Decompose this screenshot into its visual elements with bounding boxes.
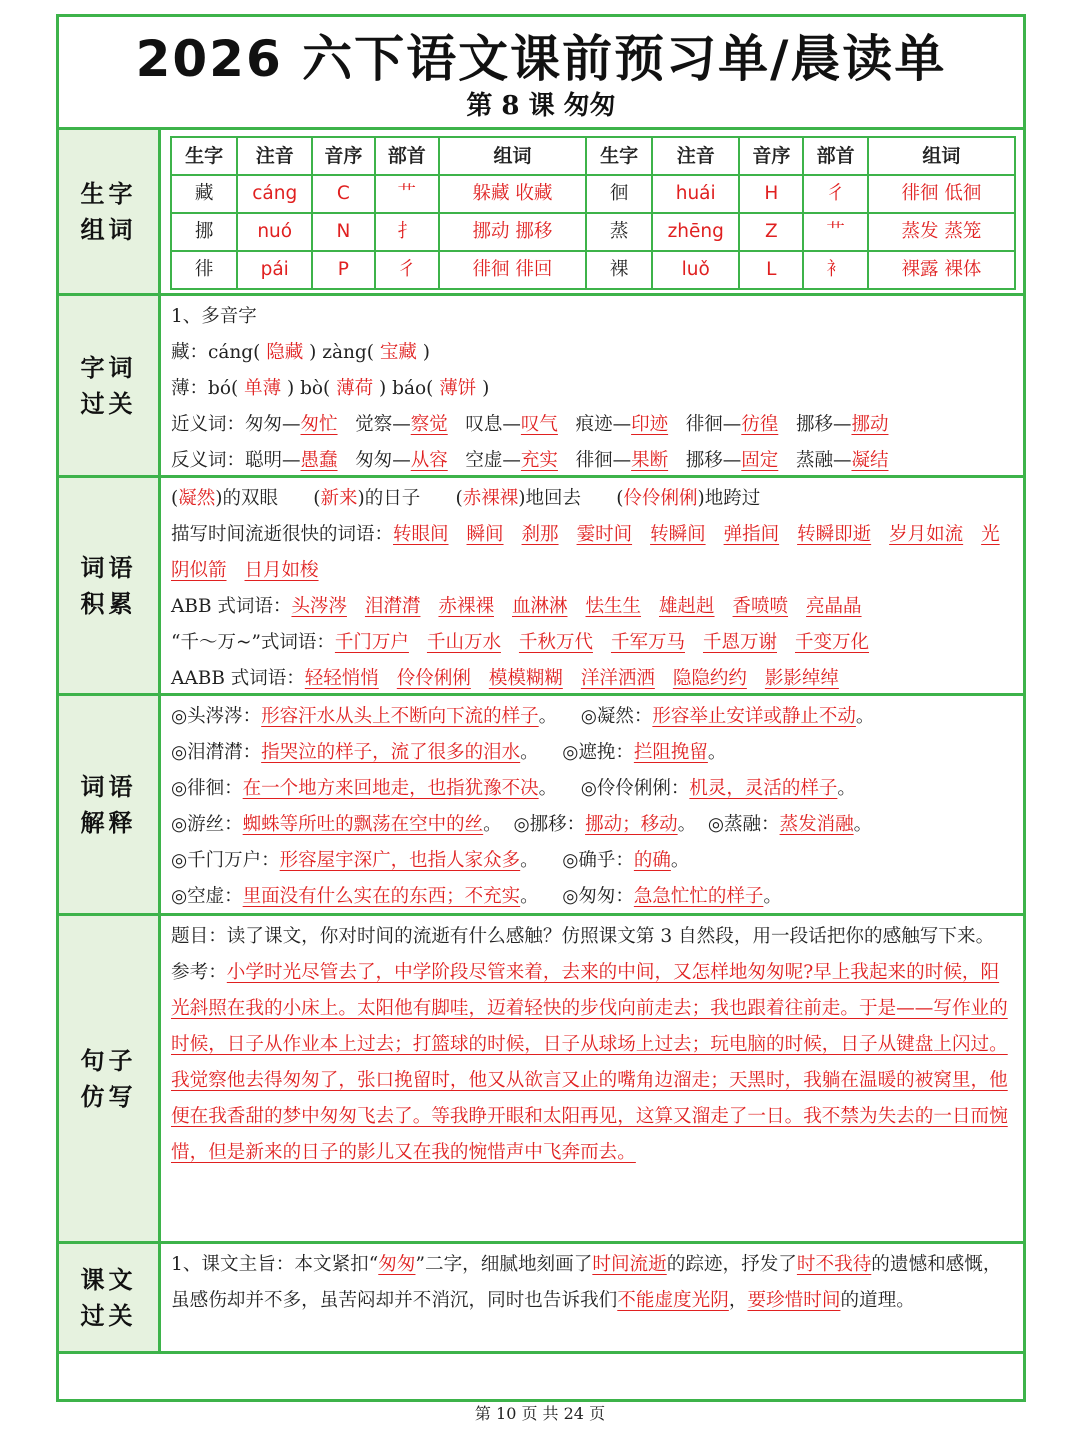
page-title: 2026 六下语文课前预习单/晨读单	[135, 30, 947, 88]
period: 。	[763, 886, 782, 907]
antonym-word: 聪明—	[245, 450, 301, 471]
table-cell: 徘	[171, 251, 237, 289]
definition-answer: 的确	[633, 850, 671, 871]
word-answer: 千秋万代	[518, 632, 593, 653]
table-cell: N	[312, 213, 374, 251]
antonym-word: 匆匆—	[355, 450, 411, 471]
line-label: ABB 式词语：	[171, 596, 292, 617]
word-answer: 瞬间	[466, 524, 504, 545]
fill-answer: 凝然	[178, 488, 216, 509]
antonym-answer: 从容	[410, 450, 448, 471]
character-table	[170, 136, 1016, 290]
table-cell: 躲藏 收藏	[439, 175, 586, 213]
definition-answer: 在一个地方来回地走，也指犹豫不决	[242, 778, 539, 799]
definition-term: ◎凝然：	[580, 706, 653, 727]
definition-answer: 急急忙忙的样子	[633, 886, 764, 907]
table-header-cell: 组词	[439, 137, 586, 175]
table-header-cell: 组词	[868, 137, 1015, 175]
phrase-text: )地回去	[518, 488, 581, 509]
synonym-answer: 彷徨	[741, 414, 779, 435]
section-label: 生字组词	[59, 130, 161, 293]
word-answer: 香喷喷	[732, 596, 789, 617]
table-cell: 裸	[586, 251, 652, 289]
definition-term: ◎泪潸潸：	[171, 742, 262, 763]
synonym-line	[171, 407, 1015, 443]
period: 。	[520, 850, 539, 871]
table-cell: H	[739, 175, 803, 213]
antonym-line	[171, 443, 1015, 475]
period: 。	[707, 742, 727, 763]
table-row	[171, 251, 1015, 289]
table-cell: 艹	[803, 213, 867, 251]
definition-term: ◎千门万户：	[171, 850, 280, 871]
antonym-answer: 果断	[631, 450, 669, 471]
synonym-answer: 挪动	[851, 414, 889, 435]
table-header-cell: 音序	[312, 137, 374, 175]
table-cell: cáng	[237, 175, 312, 213]
word-answer: 模模糊糊	[488, 668, 563, 689]
table-header-cell: 注音	[237, 137, 312, 175]
table-header-cell: 音序	[739, 137, 803, 175]
word-answer: 赤裸裸	[438, 596, 494, 617]
word-answer: 影影绰绰	[764, 668, 839, 689]
synonym-answer: 叹气	[520, 414, 558, 435]
section-jieshi	[59, 696, 1023, 916]
definition-line	[171, 879, 1015, 913]
word-answer: 千变万化	[795, 632, 870, 653]
table-cell: 徘徊 徘回	[439, 251, 586, 289]
table-cell: 藏	[171, 175, 237, 213]
table-cell: C	[312, 175, 374, 213]
phrase-text: )地跨过	[697, 488, 761, 509]
fill-answer: 伶伶俐俐	[623, 488, 698, 509]
definition-term: ◎挪移：	[513, 814, 586, 835]
table-cell: P	[312, 251, 374, 289]
phrase-text: )的双眼	[215, 488, 278, 509]
antonym-word: 蒸融—	[795, 450, 852, 471]
definition-term: ◎匆匆：	[562, 886, 634, 907]
aabb-words	[171, 661, 1015, 693]
fill-answer: 新来	[320, 488, 358, 509]
time-words	[171, 517, 1015, 589]
bracket: (	[171, 488, 179, 509]
definition-term: ◎头涔涔：	[171, 706, 262, 727]
definition-term: ◎伶伶俐俐：	[580, 778, 690, 799]
synonym-answer: 匆忙	[300, 414, 338, 435]
antonym-answer: 固定	[741, 450, 779, 471]
line-label: AABB 式词语：	[171, 668, 305, 689]
period: 。	[538, 706, 558, 727]
section-jilei	[59, 478, 1023, 696]
antonym-word: 挪移—	[685, 450, 742, 471]
antonym-word: 徘徊—	[575, 450, 632, 471]
synonym-word: 叹息—	[465, 414, 521, 435]
word-answer: 千山万水	[426, 632, 501, 653]
polyphone-cang: 藏：cáng( 隐藏 ) zàng( 宝藏 )	[171, 342, 430, 363]
table-cell: 裸露 裸体	[868, 251, 1015, 289]
word-answer: 千门万户	[334, 632, 409, 653]
period: 。	[520, 742, 539, 763]
table-cell: nuó	[237, 213, 312, 251]
period: 。	[677, 814, 697, 835]
section-fangxie	[59, 916, 1023, 1244]
table-cell: Z	[739, 213, 803, 251]
definition-answer: 形容屋宇深广，也指人家众多	[279, 850, 521, 871]
word-answer: 转瞬间	[650, 524, 706, 545]
definition-answer: 形容汗水从头上不断向下流的样子	[261, 706, 539, 727]
phrase-text: )的日子	[357, 488, 421, 509]
table-cell: huái	[652, 175, 739, 213]
word-answer: 洋洋洒洒	[580, 668, 655, 689]
table-cell: 蒸	[586, 213, 652, 251]
jieshi-content	[161, 696, 1023, 913]
lesson-subtitle: 第 8 课 匆匆	[466, 91, 616, 121]
table-cell: luǒ	[652, 251, 739, 289]
word-answer: 血淋淋	[511, 596, 568, 617]
theme-text: 1、课文主旨：本文紧扣“匆匆”二字，细腻地刻画了时间流逝的踪迹，抒发了时不我待的遗憾和感慨，虽感伤却并不多，虽苦闷却并不消沉，同时也告诉我们不能虚度光阴，要珍惜时间的道理。	[171, 1254, 1002, 1311]
word-answer: 转眼间	[393, 524, 449, 545]
definition-answer: 蒸发消融	[779, 814, 854, 835]
definition-term: ◎空虚：	[171, 886, 243, 907]
word-answer: 伶伶俐俐	[396, 668, 471, 689]
period: 。	[538, 778, 558, 799]
table-header-cell: 生字	[586, 137, 652, 175]
word-answer: 千军万马	[610, 632, 685, 653]
word-answer: 转瞬即逝	[797, 524, 872, 545]
kewen-content	[161, 1244, 1023, 1351]
bracket: (	[616, 488, 624, 509]
synonym-word: 匆匆—	[245, 414, 301, 435]
definition-answer: 拦阻挽留	[633, 742, 708, 763]
word-answer: 泪潸潸	[364, 596, 421, 617]
antonym-answer: 愚蠢	[300, 450, 338, 471]
definition-term: ◎确乎：	[562, 850, 634, 871]
question-text: 题目：读了课文，你对时间的流逝有什么感触？仿照课文第 3 自然段，用一段话把你的感触写下来。	[171, 926, 995, 947]
table-cell: zhēng	[652, 213, 739, 251]
word-answer: 隐隐约约	[672, 668, 747, 689]
section-kewen	[59, 1244, 1023, 1354]
fangxie-content	[161, 916, 1023, 1241]
word-answer: 弹指间	[723, 524, 780, 545]
line-label: 反义词：	[171, 450, 246, 471]
worksheet	[56, 14, 1026, 1402]
synonym-answer: 印迹	[631, 414, 669, 435]
section-zici	[59, 296, 1023, 478]
period: 。	[837, 778, 856, 799]
definition-line	[171, 843, 1015, 879]
table-cell: 挪	[171, 213, 237, 251]
word-answer: 怯生生	[585, 596, 642, 617]
period: 。	[520, 886, 539, 907]
period: 。	[670, 850, 690, 871]
jilei-content	[161, 478, 1023, 693]
page-footer: 第 10 页 共 24 页	[474, 1404, 606, 1423]
bracket: (	[455, 488, 463, 509]
fill-phrases-line	[171, 481, 1015, 517]
table-cell: 彳	[375, 251, 439, 289]
table-header-cell: 注音	[652, 137, 739, 175]
period: 。	[483, 814, 502, 835]
definition-answer: 形容举止安详或静止不动	[652, 706, 856, 727]
table-header-cell: 部首	[803, 137, 867, 175]
word-answer: 刹那	[521, 524, 559, 545]
word-answer: 亮晶晶	[806, 596, 862, 617]
table-header-cell: 部首	[375, 137, 439, 175]
table-cell: 艹	[375, 175, 439, 213]
table-row	[171, 175, 1015, 213]
antonym-answer: 凝结	[851, 450, 889, 471]
section-label: 课文过关	[59, 1244, 161, 1351]
word-answer: 千恩万谢	[702, 632, 777, 653]
header	[59, 17, 1023, 130]
qianwan-words	[171, 625, 1015, 661]
section-label: 句子仿写	[59, 916, 161, 1241]
period: 。	[855, 706, 875, 727]
definition-line	[171, 807, 1015, 843]
table-cell: pái	[237, 251, 312, 289]
table-cell: 衤	[803, 251, 867, 289]
polyphone-bao: 薄：bó( 单薄 ) bò( 薄荷 ) báo( 薄饼 )	[171, 378, 490, 399]
line-label: 近义词：	[171, 414, 246, 435]
section-label: 字词过关	[59, 296, 161, 475]
definition-term: ◎徘徊：	[171, 778, 243, 799]
table-row	[171, 213, 1015, 251]
table-cell: 徘徊 低徊	[868, 175, 1015, 213]
definition-term: ◎游丝：	[171, 814, 243, 835]
fill-answer: 赤裸裸	[462, 488, 519, 509]
section-label: 词语解释	[59, 696, 161, 913]
table-header-cell: 生字	[171, 137, 237, 175]
antonym-answer: 充实	[520, 450, 558, 471]
definition-answer: 机灵，灵活的样子	[689, 778, 838, 799]
table-cell: 蒸发 蒸笼	[868, 213, 1015, 251]
definition-term: ◎遮挽：	[562, 742, 634, 763]
definition-line	[171, 771, 1015, 807]
definition-line	[171, 699, 1015, 735]
definition-answer: 指哭泣的样子，流了很多的泪水	[261, 742, 521, 763]
line-label: 描写时间流逝很快的词语：	[171, 524, 394, 545]
section-shengzi	[59, 130, 1023, 296]
table-header-row	[171, 137, 1015, 175]
word-answer: 雄赳赳	[659, 596, 715, 617]
word-answer: 霎时间	[576, 524, 633, 545]
section-label: 词语积累	[59, 478, 161, 693]
synonym-word: 觉察—	[355, 414, 411, 435]
table-cell: 彳	[803, 175, 867, 213]
word-answer: 轻轻悄悄	[304, 668, 379, 689]
polyphone-heading: 1、多音字	[171, 306, 257, 327]
synonym-word: 痕迹—	[575, 414, 632, 435]
definition-answer: 里面没有什么实在的东西；不充实	[242, 886, 521, 907]
definition-term: ◎蒸融：	[707, 814, 780, 835]
period: 。	[853, 814, 873, 835]
line-label: “千～万~”式词语：	[171, 632, 335, 653]
table-cell: 徊	[586, 175, 652, 213]
definition-answer: 蜘蛛等所吐的飘荡在空中的丝	[242, 814, 484, 835]
shengzi-content	[161, 130, 1023, 293]
table-cell: 挪动 挪移	[439, 213, 586, 251]
antonym-word: 空虚—	[465, 450, 521, 471]
word-answer: 光阴似箭	[171, 524, 1000, 581]
synonym-answer: 察觉	[410, 414, 448, 435]
reference-answer: 参考：小学时光尽管去了，中学阶段尽管来着，去来的中间，又怎样地匆匆呢?早上我起来的时候，阳光斜照在我的小床上。太阳他有脚哇，迈着轻快的步伐向前走去；我也跟着往前走。于是——写作业的时候，日子从作业本上过去；打篮球的时候，日子从球场上过去；玩电脑的时候，日子从键盘上闪过。我觉察他去得匆匆了，张口挽留时，他又从欲言又止的嘴角边溜走；天黑时，我躺在温暖的被窝里，他便在我香甜的梦中匆匆飞去了。等我睁开眼和太阳再见，这算又溜走了一日。我不禁为失去的一日而惋惜，但是新来的日子的影儿又在我的惋惜声中飞奔而去。	[171, 962, 1008, 1163]
word-answer: 头涔涔	[291, 596, 347, 617]
table-cell: L	[739, 251, 803, 289]
bracket: (	[313, 488, 321, 509]
synonym-word: 徘徊—	[685, 414, 742, 435]
abb-words	[171, 589, 1015, 625]
definition-line	[171, 735, 1015, 771]
synonym-word: 挪移—	[795, 414, 852, 435]
word-answer: 日月如梭	[244, 560, 319, 581]
table-cell: 扌	[375, 213, 439, 251]
word-answer: 岁月如流	[889, 524, 964, 545]
definition-answer: 挪动；移动	[585, 814, 678, 835]
zici-content	[161, 296, 1023, 475]
